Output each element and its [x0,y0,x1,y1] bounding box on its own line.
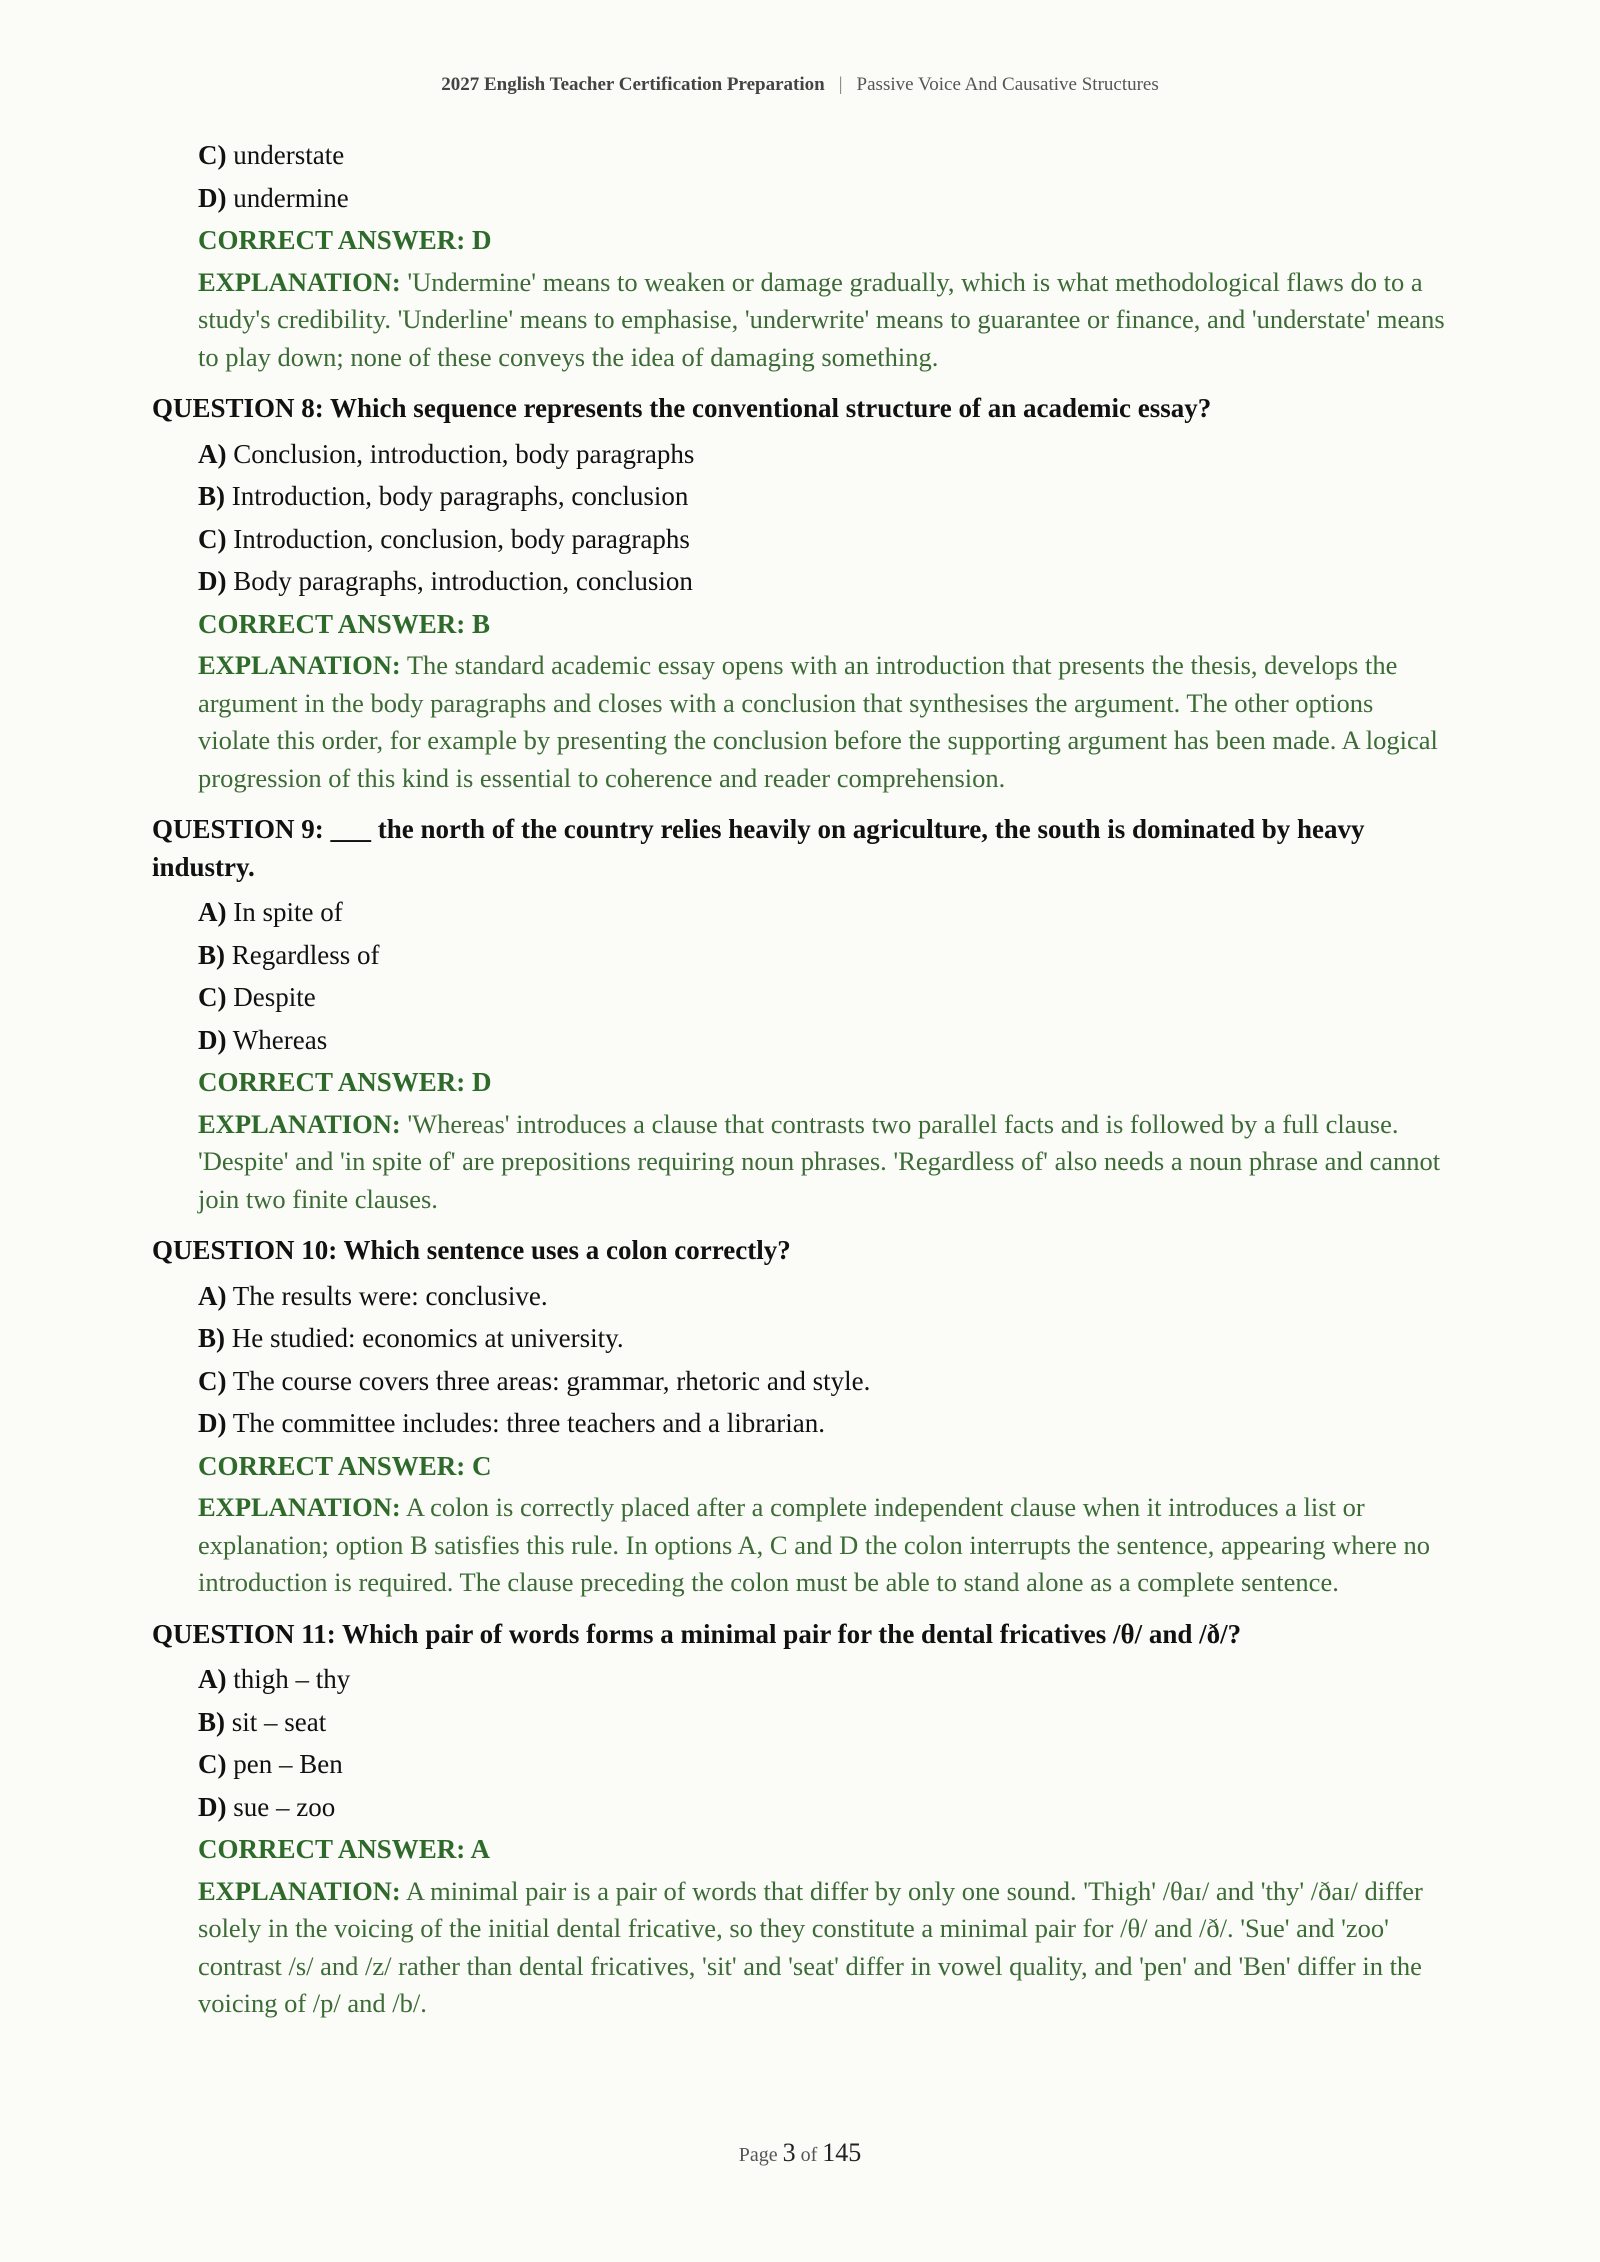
question-text: QUESTION 8: Which sequence represents the conventional structure of an academic essay? [152,393,1212,423]
answer-option: C) The course covers three areas: grammar, rhetoric and style. [198,1365,871,1396]
explanation: EXPLANATION: 'Whereas' introduces a clause that contrasts two parallel facts and is followed by a full clause. 'Despite' and 'in spite of' are prepositions requiring noun phrases. 'Regardless of' also needs a noun phrase and cannot join two finite clauses. [198,1108,1441,1214]
answer-option: D) Whereas [198,1024,328,1055]
correct-answer: CORRECT ANSWER: D [198,225,492,255]
of-word: of [800,2144,818,2166]
correct-answer: CORRECT ANSWER: A [198,1834,491,1864]
page-total: 145 [822,2138,862,2167]
explanation: EXPLANATION: A minimal pair is a pair of words that differ by only one sound. 'Thigh' /θaɪ/ and 'thy' /ðaɪ/ differ solely in the voicing of the initial dental fricative, so they constitute a minimal pair for /θ/ and /ð/. 'Sue' and 'zoo' contrast /s/ and /z/ rather than dental fricatives, 'sit' and 'seat' differ in vowel quality, and 'pen' and 'Ben' differ in the voicing of /p/ and /b/. [198,1875,1423,2018]
answer-option: A) Conclusion, introduction, body paragraphs [198,438,695,469]
answer-option: C) Introduction, conclusion, body paragraphs [198,523,690,554]
correct-answer: CORRECT ANSWER: D [198,1067,492,1097]
answer-option: A) In spite of [198,897,343,927]
question-text: QUESTION 11: Which pair of words forms a minimal pair for the dental fricatives /θ/ and /ð/? [152,1618,1242,1649]
question-text: QUESTION 10: Which sentence uses a colon correctly? [152,1235,791,1265]
answer-option: B) He studied: economics at university. [198,1323,624,1353]
answer-option: B) Introduction, body paragraphs, conclusion [198,481,689,511]
question-8 [152,390,1452,797]
answer-option: D) Body paragraphs, introduction, conclusion [198,566,693,596]
page-footer [0,2138,1600,2168]
page-content [152,134,1452,2037]
question-10 [152,1232,1452,1602]
answer-option: D) sue – zoo [198,1791,336,1822]
page-number: 3 [782,2138,796,2167]
section-title: Passive Voice And Causative Structures [856,74,1159,95]
explanation: EXPLANATION: 'Undermine' means to weaken or damage gradually, which is what methodological flaws do to a study's credibility. 'Underline' means to emphasise, 'underwrite' means to guarantee or finance, and 'understate' means to play down; none of these conveys the idea of damaging something. [198,266,1445,372]
question-text: QUESTION 9: ___ the north of the country relies heavily on agriculture, the south is dominated by heavy industry. [152,814,1365,882]
document-title: 2027 English Teacher Certification Preparation [441,74,825,95]
page-word: Page [738,2144,778,2166]
explanation: EXPLANATION: A colon is correctly placed after a complete independent clause when it introduces a list or explanation; option B satisfies this rule. In options A, C and D the colon interrupts the sentence, appearing where no introduction is required. The clause preceding the colon must be able to stand alone as a complete sentence. [198,1492,1430,1597]
answer-option: A) thigh – thy [198,1664,351,1694]
answer-option: A) The results were: conclusive. [198,1280,548,1311]
page-header [0,74,1600,96]
answer-option: C) Despite [198,982,316,1012]
continued-question [152,134,1452,376]
explanation: EXPLANATION: The standard academic essay opens with an introduction that presents the thesis, develops the argument in the body paragraphs and closes with a conclusion that synthesises the argument. The other options violate this order, for example by presenting the conclusion before the supporting argument has been made. A logical progression of this kind is essential to coherence and reader comprehension. [198,650,1438,793]
question-11 [152,1616,1452,2023]
answer-option: B) Regardless of [198,939,380,970]
correct-answer: CORRECT ANSWER: B [198,608,491,639]
answer-option: D) undermine [198,182,349,213]
correct-answer: CORRECT ANSWER: C [198,1450,492,1481]
question-9 [152,811,1452,1218]
header-separator: | [838,74,843,95]
answer-option: D) The committee includes: three teachers and a librarian. [198,1408,825,1438]
answer-option: C) understate [198,140,345,170]
answer-option: B) sit – seat [198,1706,327,1737]
answer-option: C) pen – Ben [198,1749,343,1779]
